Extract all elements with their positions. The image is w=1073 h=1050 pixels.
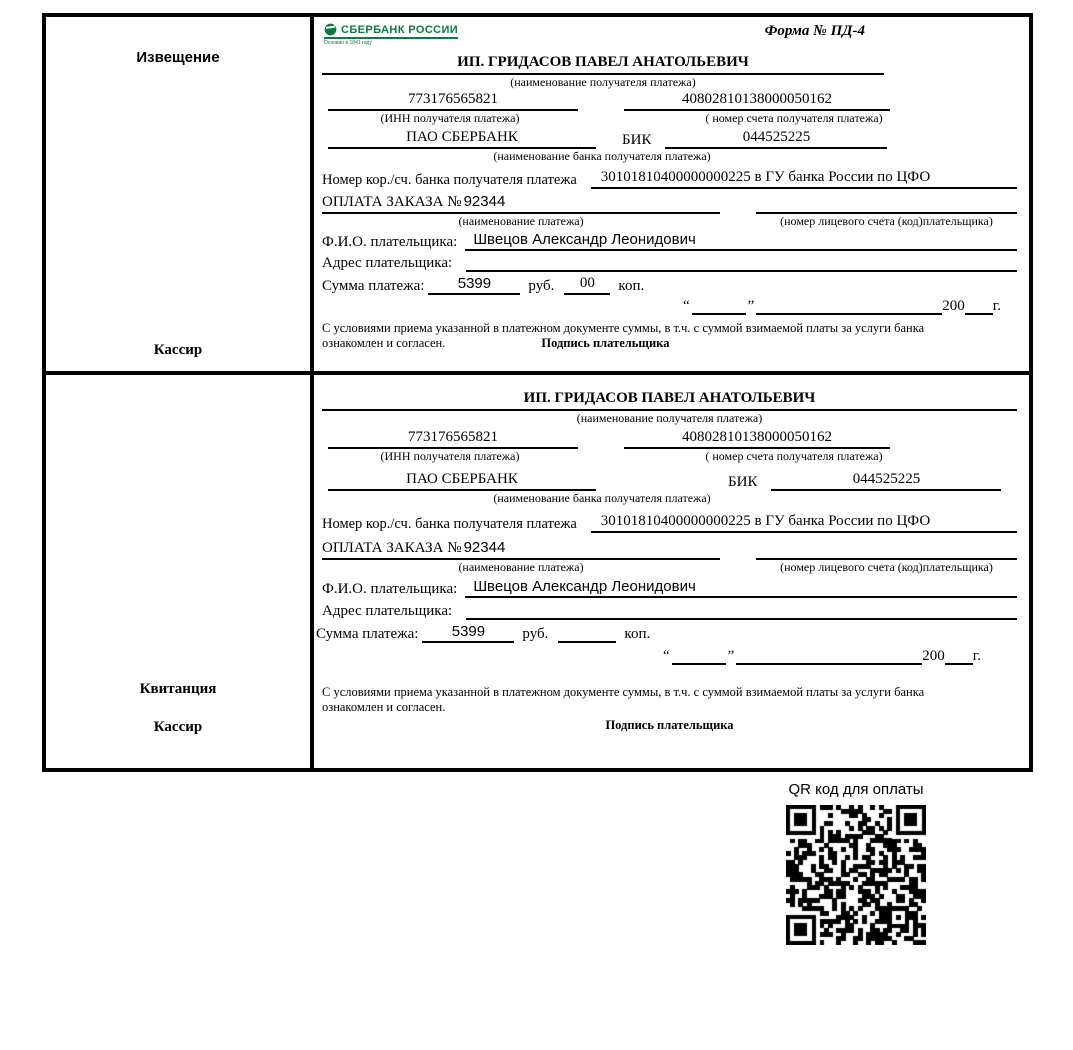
- bank-name-value: ПАО СБЕРБАНК: [328, 471, 596, 491]
- year-suffix: г.: [992, 298, 1001, 314]
- terms-block: [322, 321, 1017, 351]
- purpose-prefix: ОПЛАТА ЗАКАЗА №: [322, 540, 462, 556]
- rub-label: руб.: [528, 278, 555, 294]
- amount-rub-value: 5399: [422, 623, 514, 643]
- section-notice: [46, 17, 1029, 375]
- inn-account-row: [322, 429, 1017, 449]
- personal-account-hint: (номер лицевого счета (код)плательщика): [780, 560, 993, 574]
- bank-bik-row: [322, 129, 1017, 149]
- payer-label: Ф.И.О. плательщика:: [322, 581, 458, 597]
- quote-open: “: [682, 298, 690, 314]
- korr-label: Номер кор./сч. банка получателя платежа: [322, 172, 577, 188]
- payee-inn-value: 773176565821: [328, 429, 578, 449]
- receipt-cashier-label: Кассир: [153, 719, 203, 735]
- year-prefix: 200: [922, 648, 945, 664]
- inn-hint: (ИНН получателя платежа): [380, 111, 520, 125]
- notice-header-row: [322, 23, 1017, 51]
- payee-name: ИП. ГРИДАСОВ ПАВЕЛ АНАТОЛЬЕВИЧ: [322, 389, 1017, 411]
- payment-purpose: [322, 539, 720, 560]
- notice-cashier-label: Кассир: [153, 342, 203, 358]
- payee-account-value: 40802810138000050162: [624, 91, 890, 111]
- bank-hint: (наименование банка получателя платежа): [493, 149, 711, 163]
- korr-label: Номер кор./сч. банка получателя платежа: [322, 516, 577, 532]
- payer-name-value: Швецов Александр Леонидович: [465, 578, 1017, 598]
- receipt-title: Квитанция: [139, 681, 217, 697]
- korr-row: [322, 169, 1017, 189]
- order-number: 92344: [463, 193, 506, 210]
- year-suffix: г.: [972, 648, 981, 664]
- sberbank-emblem-icon: [324, 23, 337, 36]
- date-month-blank: [756, 313, 942, 315]
- quote-close: ”: [727, 648, 735, 664]
- signature-label: Подпись плательщика: [541, 336, 670, 350]
- purpose-hint: (наименование платежа): [458, 560, 584, 574]
- sberbank-brand-text: СБЕРБАНК РОССИИ: [341, 23, 459, 36]
- qr-code-image: [786, 805, 926, 945]
- date-row: [322, 297, 1001, 315]
- qr-payment-block: [783, 781, 929, 945]
- bank-bik-row: [322, 471, 1017, 491]
- purpose-prefix: ОПЛАТА ЗАКАЗА №: [322, 194, 462, 210]
- korr-account-value: 30101810400000000225 в ГУ банка России по ЦФО: [591, 169, 1017, 189]
- korr-row: [322, 513, 1017, 533]
- notice-body: [314, 17, 1029, 371]
- bank-name-value: ПАО СБЕРБАНК: [328, 129, 596, 149]
- date-row: [322, 647, 981, 665]
- address-value: [466, 269, 1017, 272]
- year-prefix: 200: [942, 298, 965, 314]
- receipt-stub: [46, 375, 314, 768]
- address-value: [466, 617, 1017, 620]
- payment-purpose: [322, 193, 720, 214]
- personal-account-hint: (номер лицевого счета (код)плательщика): [780, 214, 993, 228]
- payer-row: [322, 578, 1017, 598]
- purpose-row: [322, 193, 1017, 214]
- date-year-blank: [965, 313, 993, 315]
- bik-label: БИК: [728, 474, 758, 490]
- notice-title: Извещение: [136, 49, 220, 66]
- korr-account-value: 30101810400000000225 в ГУ банка России по ЦФО: [591, 513, 1017, 533]
- amount-kop-value: 00: [564, 275, 610, 295]
- terms-line1: С условиями приема указанной в платежном документе суммы, в т.ч. с суммой взимаемой платы за услуги банка: [322, 685, 925, 699]
- terms-line2: ознакомлен и согласен.: [322, 700, 446, 714]
- address-label: Адрес плательщика:: [322, 255, 453, 271]
- amount-kop-value: [558, 640, 616, 643]
- date-day-blank: [672, 663, 726, 665]
- amount-rub-value: 5399: [428, 275, 520, 295]
- form-number-label: Форма № ПД-4: [764, 23, 865, 39]
- purpose-row: [322, 539, 1017, 560]
- kop-label: коп.: [618, 278, 645, 294]
- payee-inn-value: 773176565821: [328, 91, 578, 111]
- sberbank-tagline: Основан в 1841 году: [324, 40, 372, 46]
- date-year-blank: [945, 663, 973, 665]
- payer-label: Ф.И.О. плательщика:: [322, 234, 458, 250]
- order-number: 92344: [463, 539, 506, 556]
- bik-value: 044525225: [771, 471, 1001, 491]
- address-label: Адрес плательщика:: [322, 603, 453, 619]
- purpose-hint: (наименование платежа): [458, 214, 584, 228]
- amount-row: [322, 275, 1017, 295]
- payee-hint: (наименование получателя платежа): [510, 75, 696, 89]
- notice-stub: [46, 17, 314, 371]
- bik-value: 044525225: [665, 129, 887, 149]
- inn-account-row: [322, 91, 1017, 111]
- account-hint: ( номер счета получателя платежа): [705, 449, 883, 463]
- payer-name-value: Швецов Александр Леонидович: [465, 231, 1017, 251]
- bik-label: БИК: [622, 132, 652, 148]
- payment-form-pd4: [42, 13, 1033, 772]
- quote-close: ”: [747, 298, 755, 314]
- bank-hint: (наименование банка получателя платежа): [493, 491, 711, 505]
- section-receipt: [46, 375, 1029, 768]
- account-hint: ( номер счета получателя платежа): [705, 111, 883, 125]
- amount-label: Сумма платежа:: [316, 626, 419, 642]
- amount-row: [316, 623, 1017, 643]
- payee-account-value: 40802810138000050162: [624, 429, 890, 449]
- sberbank-logo: [324, 23, 458, 46]
- terms-block: [322, 685, 1017, 733]
- date-day-blank: [692, 313, 746, 315]
- terms-line2: ознакомлен и согласен.: [322, 336, 446, 350]
- rub-label: руб.: [522, 626, 549, 642]
- address-row: [322, 602, 1017, 620]
- payee-name: ИП. ГРИДАСОВ ПАВЕЛ АНАТОЛЬЕВИЧ: [322, 53, 884, 75]
- address-row: [322, 254, 1017, 272]
- terms-line1: С условиями приема указанной в платежном документе суммы, в т.ч. с суммой взимаемой платы за услуги банка: [322, 321, 925, 335]
- receipt-body: [314, 375, 1029, 768]
- payee-hint: (наименование получателя платежа): [576, 411, 763, 425]
- qr-caption: QR код для оплаты: [788, 781, 924, 798]
- signature-label: Подпись плательщика: [605, 718, 734, 732]
- inn-hint: (ИНН получателя платежа): [380, 449, 520, 463]
- payer-row: [322, 231, 1017, 251]
- kop-label: коп.: [624, 626, 651, 642]
- amount-label: Сумма платежа:: [322, 278, 425, 294]
- quote-open: “: [662, 648, 670, 664]
- date-month-blank: [736, 663, 922, 665]
